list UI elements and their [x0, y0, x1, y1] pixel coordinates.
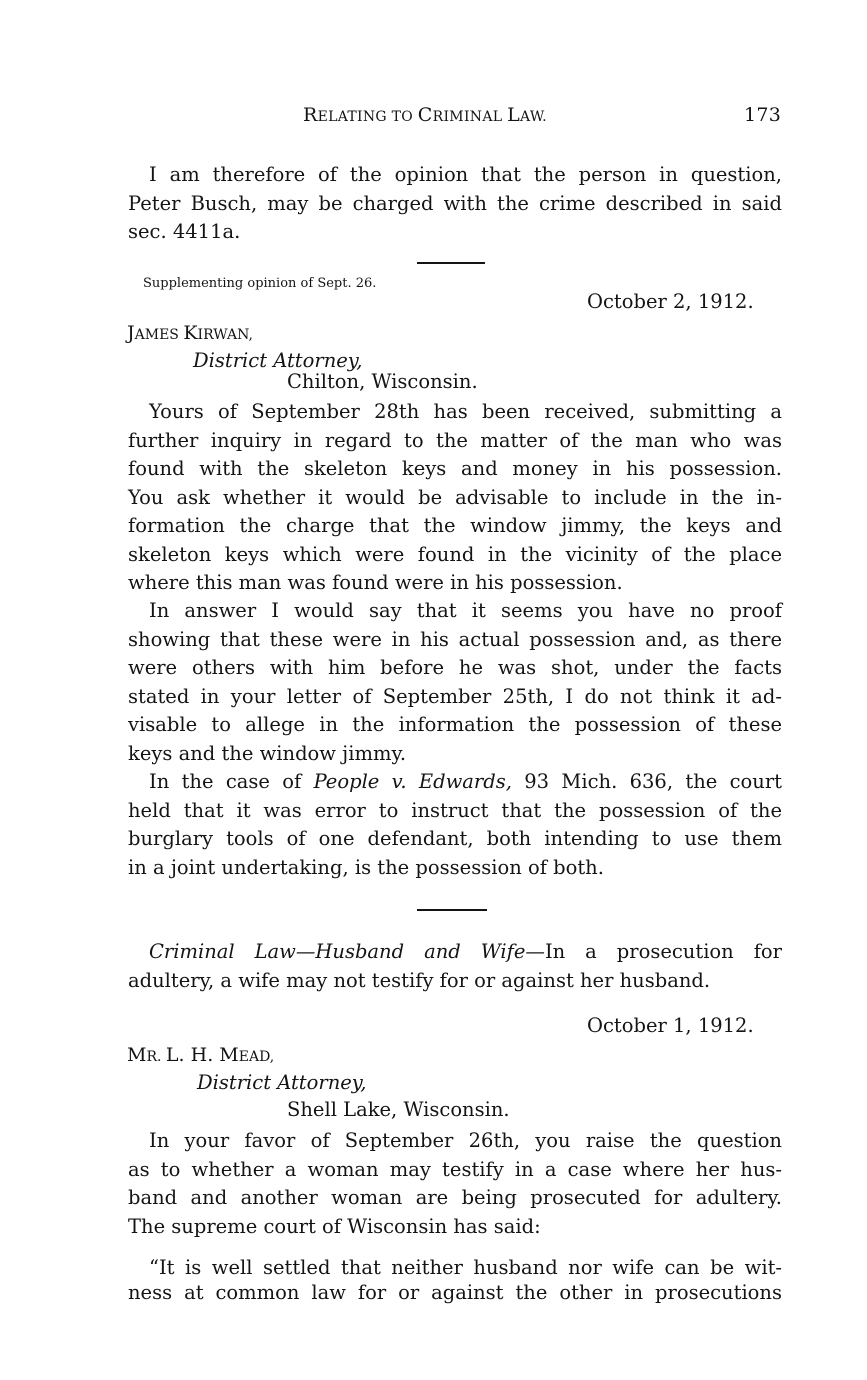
addressee-name: MR. L. H. MEAD, — [127, 1044, 275, 1066]
section-divider — [417, 909, 487, 911]
case-name: People v. Edwards, — [313, 770, 512, 793]
closing-paragraph: I am therefore of the opinion that the person in question, Peter Busch, may be charged with the crime described in said sec. 4411a. — [128, 163, 782, 243]
addressee-office: District Attorney, — [193, 349, 363, 372]
addressee-office: District Attorney, — [197, 1071, 367, 1094]
letter-paragraph-3: In the case of People v. Edwards, 93 Mich. 636, the court held that it was error to instruct that the possession of the burglary tools of one defendant, both intending to use them in a joint undertaking, is the possession of both. — [128, 770, 783, 879]
letter-paragraph-2: In answer I would say that it seems you have no proof showing that these were in his actual possession and, as there were others with him before he was shot, under the facts stated in your letter of September 25th, I do not think it ad- visable to allege in the information the possession of these keys and the window jimmy. — [128, 599, 782, 765]
letter-paragraph-4: In your favor of September 26th, you raise the question as to whether a woman may testify in a case where her hus- band and another woman are being prosecuted for adultery. The supreme court of Wisconsin has said: — [128, 1129, 782, 1238]
letter-paragraph-1: Yours of September 28th has been received, submitting a further inquiry in regard to the matter of the man who was found with the skeleton keys and money in his possession. You ask whether it would be advisable to include in the in- formation the charge that the window jimmy, the keys and skeleton keys which were found in the vicinity of the place where this man was found were in his possession. — [128, 400, 782, 594]
case-citation-line: In the case of People v. Edwards, 93 Mich. 636, the court — [149, 770, 783, 793]
addressee-location: Shell Lake, Wisconsin. — [287, 1098, 510, 1121]
addressee-name: JAMES KIRWAN, — [127, 322, 253, 344]
page-number: 173 — [744, 104, 782, 126]
addressee-location: Chilton, Wisconsin. — [287, 370, 478, 393]
syllabus-heading: Criminal Law—Husband and Wife— — [149, 940, 545, 963]
block-quote: “It is well settled that neither husband nor wife can be wit- ness at common law for or against the other in prosecutions — [128, 1256, 782, 1304]
opinion-note: Supplementing opinion of Sept. 26. — [143, 276, 377, 291]
opinion-date: October 2, 1912. — [587, 290, 754, 313]
opinion-date: October 1, 1912. — [587, 1014, 754, 1037]
running-header-title: RELATING TO CRIMINAL LAW. — [303, 104, 547, 126]
section-divider — [417, 262, 485, 264]
syllabus: Criminal Law—Husband and Wife—In a prosecution for adultery, a wife may not testify for or against her husband. — [128, 940, 782, 992]
